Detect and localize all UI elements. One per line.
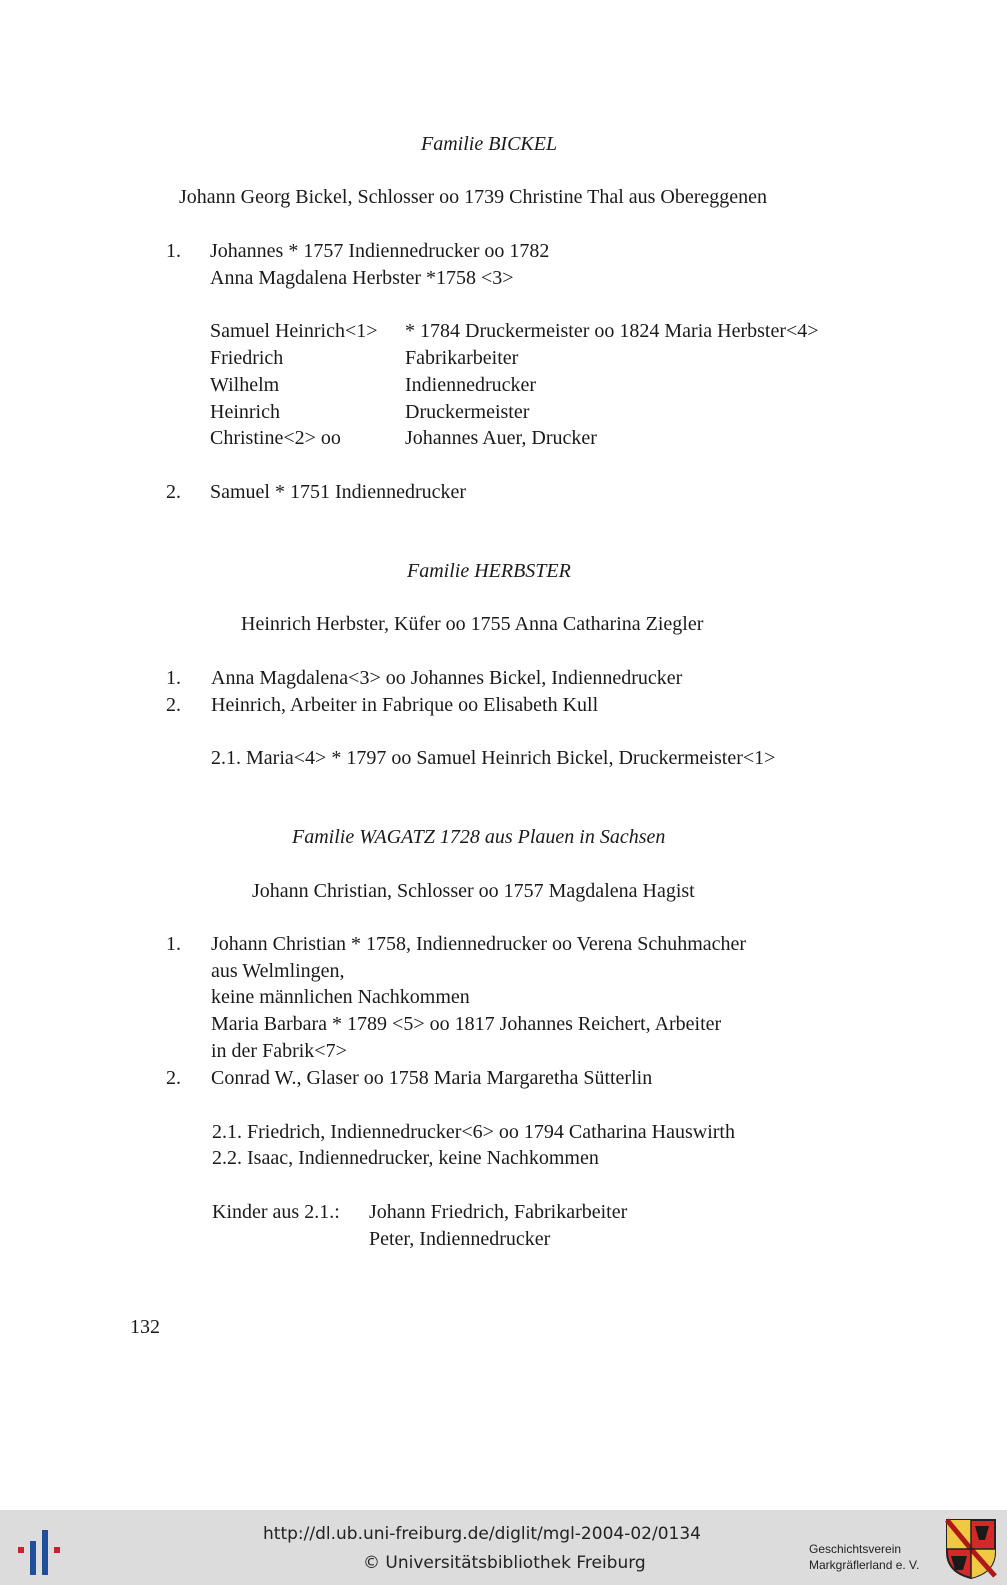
item-text: Samuel * 1751 Indiennedrucker (210, 481, 467, 503)
item-text: Johann Christian * 1758, Indiennedrucker oo Verena Schuhmacher (211, 933, 747, 955)
item-text: Conrad W., Glaser oo 1758 Maria Margaretha Sütterlin (211, 1067, 653, 1089)
org-name-line2: Markgräflerland e. V. (809, 1558, 920, 1572)
kinder-label: Kinder aus 2.1.: (212, 1201, 340, 1223)
copyright-text: © Universitätsbibliothek Freiburg (363, 1553, 646, 1573)
item-text: Anna Magdalena<3> oo Johannes Bickel, Indiennedrucker (211, 667, 683, 689)
page-number: 132 (130, 1316, 160, 1338)
item-number: 1. (166, 933, 181, 955)
item-text: Johannes * 1757 Indiennedrucker oo 1782 (210, 240, 550, 262)
item-text: Heinrich, Arbeiter in Fabrique oo Elisabeth Kull (211, 694, 599, 716)
kinder-entry: Johann Friedrich, Fabrikarbeiter (369, 1201, 628, 1223)
founder-line-bickel: Johann Georg Bickel, Schlosser oo 1739 Christine Thal aus Obereggenen (179, 186, 768, 208)
child-desc: Druckermeister (405, 401, 530, 423)
coat-of-arms-icon (945, 1518, 997, 1580)
item-text: in der Fabrik<7> (211, 1040, 347, 1062)
item-number: 2. (166, 694, 181, 716)
section-heading-herbster: Familie HERBSTER (407, 560, 571, 582)
source-url-link[interactable]: http://dl.ub.uni-freiburg.de/diglit/mgl-2004-02/0134 (263, 1524, 701, 1544)
child-name: Friedrich (210, 347, 284, 369)
section-heading-bickel: Familie BICKEL (421, 133, 558, 155)
item-text: keine männlichen Nachkommen (211, 986, 470, 1008)
sub-item: 2.1. Maria<4> * 1797 oo Samuel Heinrich Bickel, Druckermeister<1> (211, 747, 776, 769)
section-heading-wagatz: Familie WAGATZ 1728 aus Plauen in Sachsen (292, 826, 666, 848)
item-number: 1. (166, 667, 181, 689)
library-logo-icon (14, 1520, 64, 1578)
child-name: Wilhelm (210, 374, 280, 396)
child-desc: Fabrikarbeiter (405, 347, 519, 369)
child-desc: * 1784 Druckermeister oo 1824 Maria Herbster<4> (405, 320, 819, 342)
footer-bar (0, 1510, 1007, 1585)
founder-line-wagatz: Johann Christian, Schlosser oo 1757 Magdalena Hagist (252, 880, 695, 902)
kinder-entry: Peter, Indiennedrucker (369, 1228, 551, 1250)
item-text: Anna Magdalena Herbster *1758 <3> (210, 267, 514, 289)
founder-line-herbster: Heinrich Herbster, Küfer oo 1755 Anna Catharina Ziegler (241, 613, 704, 635)
item-number: 2. (166, 481, 181, 503)
child-name: Heinrich (210, 401, 280, 423)
item-number: 2. (166, 1067, 181, 1089)
sub-item: 2.1. Friedrich, Indiennedrucker<6> oo 1794 Catharina Hauswirth (212, 1121, 735, 1143)
child-name: Christine<2> oo (210, 427, 341, 449)
org-name-line1: Geschichtsverein (809, 1542, 902, 1556)
item-text: Maria Barbara * 1789 <5> oo 1817 Johannes Reichert, Arbeiter (211, 1013, 722, 1035)
item-number: 1. (166, 240, 181, 262)
child-desc: Indiennedrucker (405, 374, 537, 396)
item-text: aus Welmlingen, (211, 960, 345, 982)
sub-item: 2.2. Isaac, Indiennedrucker, keine Nachkommen (212, 1147, 599, 1169)
child-name: Samuel Heinrich<1> (210, 320, 378, 342)
child-desc: Johannes Auer, Drucker (405, 427, 597, 449)
